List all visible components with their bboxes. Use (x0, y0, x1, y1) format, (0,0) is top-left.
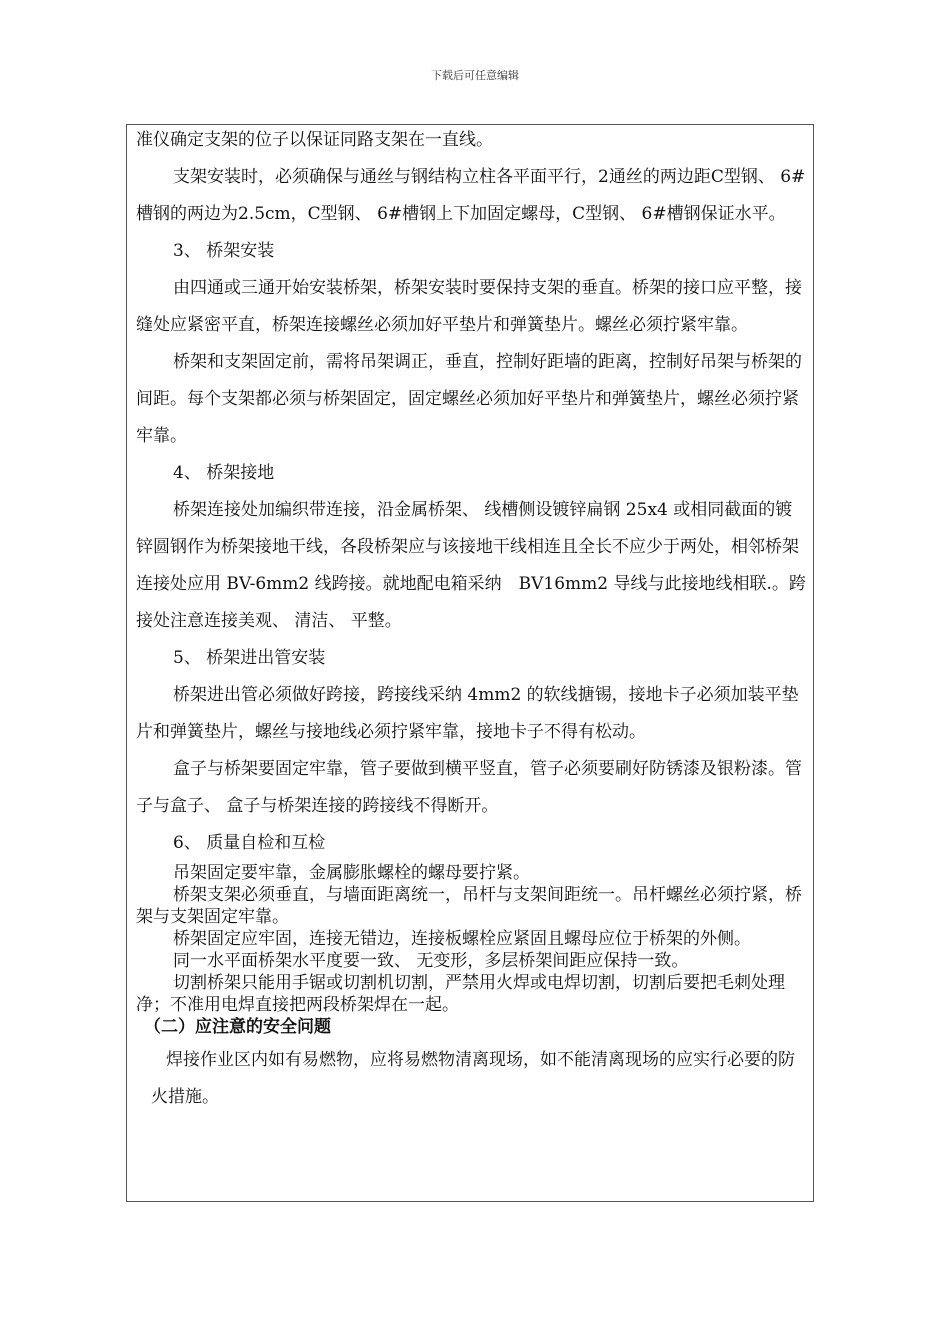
check-item-4: 同一水平面桥架水平度要一致、 无变形，多层桥架间距应保持一致。 (173, 951, 689, 971)
section-2-paragraph: 焊接作业区内如有易燃物，应将易燃物清离现场，如不能清离现场的应实行必要的防火措施。 (151, 1050, 795, 1107)
paragraph-1: 准仪确定支架的位子以保证同路支架在一直线。 (136, 130, 493, 150)
paragraph-3: 由四通或三通开始安装桥架，桥架安装时要保持支架的垂直。桥架的接口应平整，接缝处应紧密平直，桥架连接螺丝必须加好平垫片和弹簧垫片。螺丝必须拧紧牢靠。 (136, 278, 802, 335)
paragraph-4: 桥架和支架固定前，需将吊架调正，垂直，控制好距墙的距离，控制好吊架与桥架的间距。每个支架都必须与桥架固定，固定螺丝必须加好平垫片和弹簧垫片，螺丝必须拧紧牢靠。 (136, 352, 802, 446)
heading-3: 3、 桥架安装 (173, 241, 275, 261)
section-2-title: （二）应注意的安全问题 (144, 1017, 331, 1037)
check-item-2: 桥架支架必须垂直，与墙面距离统一，吊杆与支架间距统一。吊杆螺丝必须拧紧，桥架与支架固定牢靠。 (136, 885, 802, 927)
check-item-5: 切割桥架只能用手锯或切割机切割，严禁用火焊或电焊切割，切割后要把毛刺处理净；不准用电焊直接把两段桥架焊在一起。 (136, 973, 785, 1015)
heading-6: 6、 质量自检和互检 (173, 833, 326, 853)
check-item-3: 桥架固定应牢固，连接无错边，连接板螺栓应紧固且螺母应位于桥架的外侧。 (173, 929, 751, 949)
paragraph-7: 盒子与桥架要固定牢靠，管子要做到横平竖直，管子必须要刷好防锈漆及银粉漆。管子与盒子、 盒子与桥架连接的跨接线不得断开。 (136, 759, 802, 816)
check-item-1: 吊架固定要牢靠，金属膨胀螺栓的螺母要拧紧。 (173, 863, 530, 883)
heading-5: 5、 桥架进出管安装 (173, 648, 326, 668)
header-note: 下载后可任意编辑 (431, 69, 519, 82)
heading-4: 4、 桥架接地 (173, 463, 275, 483)
paragraph-5: 桥架连接处加编织带连接，沿金属桥架、 线槽侧设镀锌扁钢 25x4 或相同截面的镀锌圆钢作为桥架接地干线，各段桥架应与该接地干线相连且全长不应少于两处，相邻桥架连接处应用 BV-6mm2 线跨接。就地配电箱采纳 BV16mm2 导线与此接地线相联.。跨接处注意连接美观、 清洁、 平整。 (136, 500, 806, 631)
document-body (136, 124, 808, 1116)
paragraph-6: 桥架进出管必须做好跨接，跨接线采纳 4mm2 的软线搪锡，接地卡子必须加装平垫片和弹簧垫片，螺丝与接地线必须拧紧牢靠，接地卡子不得有松动。 (136, 685, 799, 742)
paragraph-2: 支架安装时，必须确保与通丝与钢结构立柱各平面平行，2通丝的两边距C型钢、 6#槽钢的两边为2.5cm，C型钢、 6#槽钢上下加固定螺母，C型钢、 6#槽钢保证水平。 (136, 167, 806, 224)
